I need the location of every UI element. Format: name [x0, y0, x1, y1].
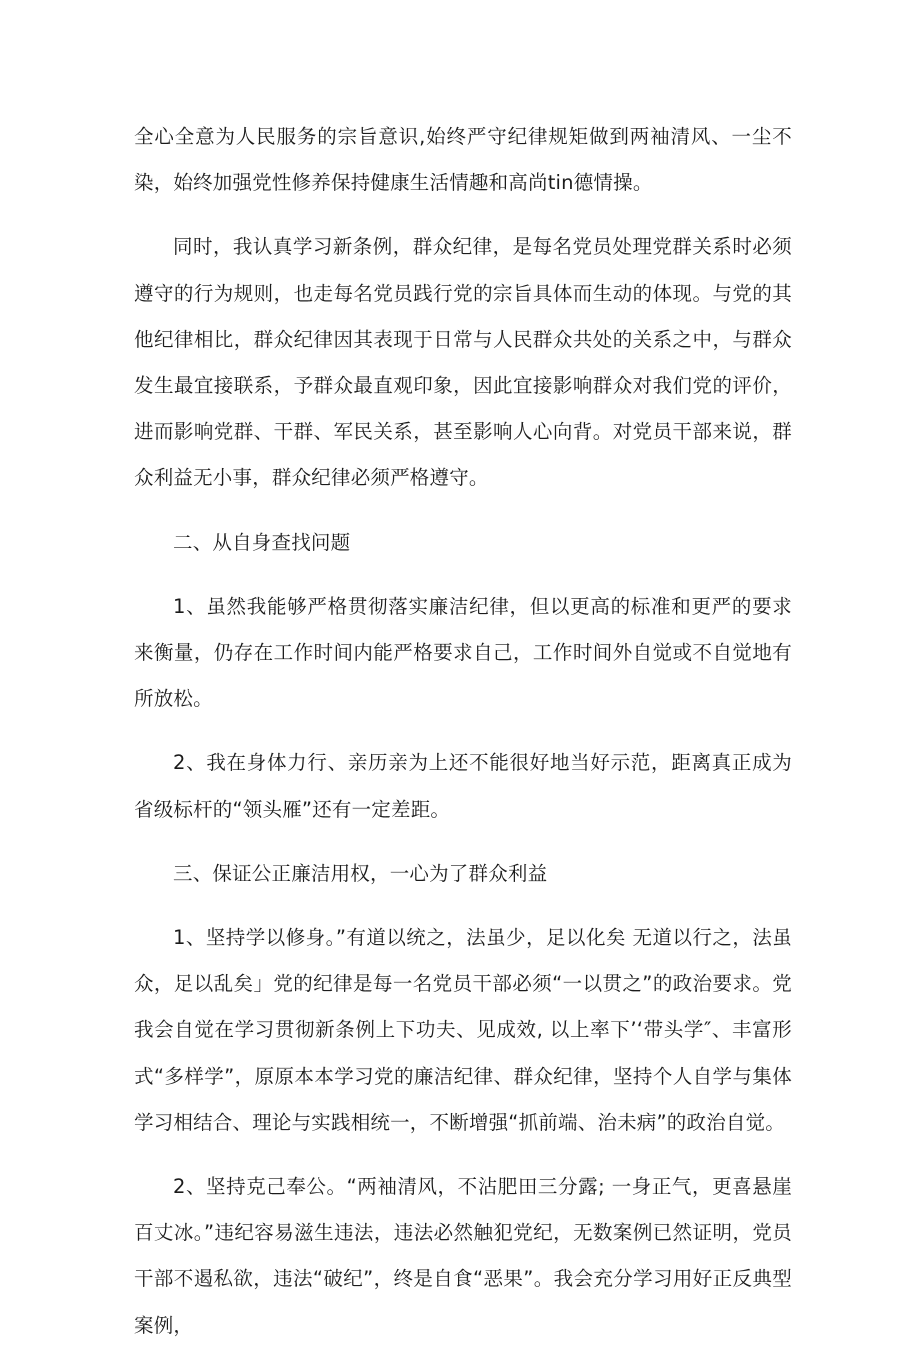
document-body [134, 114, 792, 1367]
list-item-measure-2: 2、坚持克己奉公。“两袖清风，不沾肥田三分露; 一身正气，更喜悬崖百丈冰。”违纪容易滋生违法，违法必然触犯党纪，无数案例已然证明，党员干部不遏私欲，违法“破纪”，终是自食“恶果”。我会充分学习用好正反典型案例， [134, 1175, 792, 1337]
list-item-measure-1: 1、坚持学以修身。”有道以统之，法虽少，足以化矣 无道以行之，法虽众，足以乱矣」党的纪律是每一名党员干部必须“一以贯之”的政治要求。党我会自觉在学习贯彻新条例上下功夫、见成效, 以上率下’‘带头学″、丰富形式“多样学”，原原本本学习党的廉洁纪律、群众纪律，坚持个人自学与集体学习相结合、理论与实践相统一，不断增强“抓前端、治未病”的政治自觉。 [134, 926, 792, 1134]
paragraph-continuation: 全心全意为人民服务的宗旨意识,始终严守纪律规矩做到两袖清风、一尘不染，始终加强党性修养保持健康生活情趣和高尚tin德情操。 [134, 125, 792, 195]
section-heading-3: 三、保证公正廉洁用权，一心为了群众利益 [173, 861, 548, 885]
section-heading-2: 二、从自身查找问题 [173, 530, 351, 554]
list-item-problem-2: 2、我在身体力行、亲历亲为上还不能很好地当好示范，距离真正成为省级标杆的“领头雁”还有一定差距。 [134, 751, 792, 821]
list-item-problem-1: 1、虽然我能够严格贯彻落实廉洁纪律，但以更高的标准和更严的要求来衡量，仍存在工作时间内能严格要求自己，工作时间外自觉或不自觉地有所放松。 [134, 594, 792, 711]
paragraph-mass-discipline: 同时，我认真学习新条例，群众纪律，是每名党员处理党群关系时必须遵守的行为规则，也走每名党员践行党的宗旨具体而生动的体现。与党的其他纪律相比，群众纪律因其表现于日常与人民群众共处的关系之中，与群众发生最宜接联系，予群众最直观印象，因此宜接影响群众对我们党的评价，进而影响党群、干群、军民关系，甚至影响人心向背。对党员干部来说，群众利益无小事，群众纪律必须严格遵守。 [134, 235, 792, 490]
